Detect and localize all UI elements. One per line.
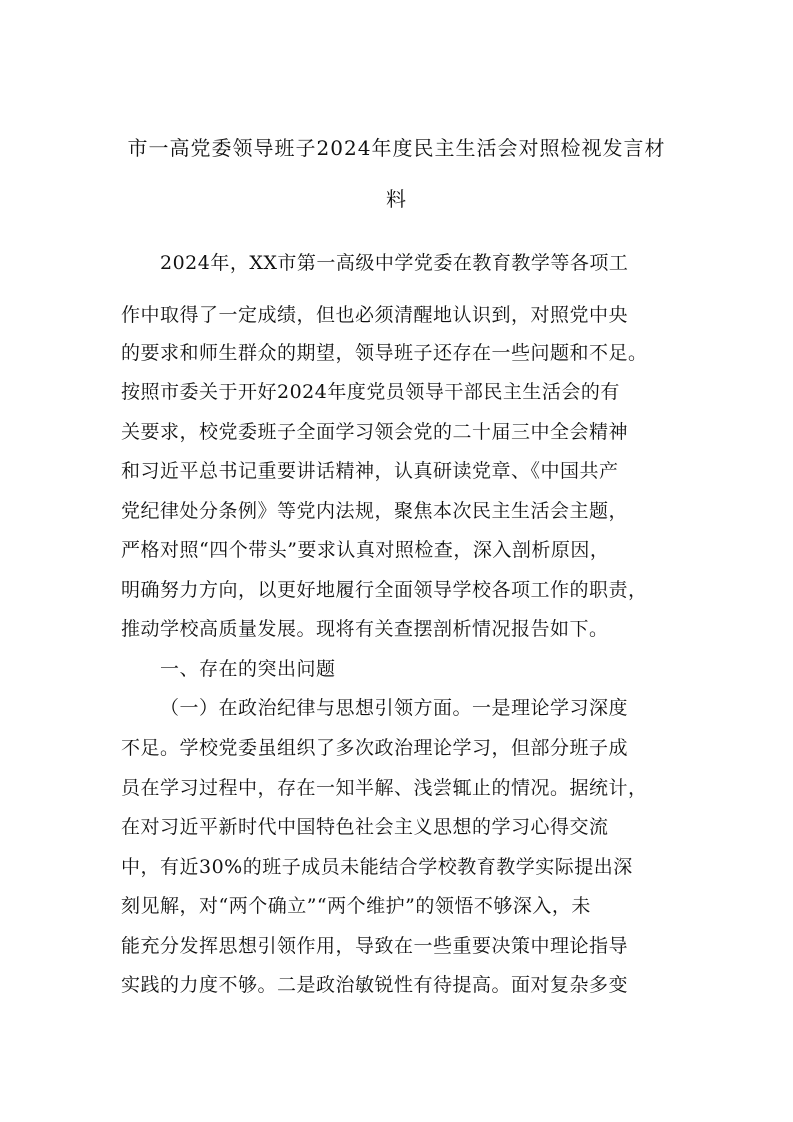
- body-line: 党纪律处分条例》等党内法规，聚焦本次民主生活会主题，: [121, 500, 629, 522]
- body-line: 关要求，校党委班子全面学习领会党的二十届三中全会精神: [121, 421, 629, 443]
- document-title-line-1: 市一高党委领导班子2024年度民主生活会对照检视发言材: [127, 136, 666, 160]
- body-line: 不足。学校党委虽组织了多次政治理论学习，但部分班子成: [121, 737, 629, 759]
- body-line: 作中取得了一定成绩，但也必须清醒地认识到，对照党中央: [121, 304, 629, 326]
- body-line: 和习近平总书记重要讲话精神，认真研读党章、《中国共产: [121, 460, 619, 482]
- body-line: 员在学习过程中，存在一知半解、浅尝辄止的情况。据统计，: [121, 777, 648, 799]
- document-title-line-2: 料: [386, 187, 407, 211]
- body-line: 刻见解，对“两个确立”“两个维护”的领悟不够深入，未: [121, 895, 591, 917]
- body-line: 能充分发挥思想引领作用，导致在一些重要决策中理论指导: [121, 935, 629, 957]
- body-line: 的要求和师生群众的期望，领导班子还存在一些问题和不足。: [121, 342, 648, 364]
- body-line: 实践的力度不够。二是政治敏锐性有待提高。面对复杂多变: [121, 974, 629, 996]
- body-line: 明确努力方向，以更好地履行全面领导学校各项工作的职责，: [121, 579, 648, 601]
- body-line: 按照市委关于开好2024年度党员领导干部民主生活会的有: [121, 381, 620, 403]
- body-line: 2024年，XX市第一高级中学党委在教育教学等各项工: [160, 252, 629, 274]
- body-line: 严格对照“四个带头”要求认真对照检查，深入剖析原因，: [121, 539, 610, 561]
- body-line: 推动学校高质量发展。现将有关查摆剖析情况报告如下。: [121, 618, 609, 640]
- body-line: 在对习近平新时代中国特色社会主义思想的学习心得交流: [121, 816, 609, 838]
- body-line: 中，有近30%的班子成员未能结合学校教育教学实际提出深: [121, 856, 633, 878]
- section-heading: 一、存在的突出问题: [160, 658, 336, 680]
- body-line: （一）在政治纪律与思想引领方面。一是理论学习深度: [160, 697, 629, 719]
